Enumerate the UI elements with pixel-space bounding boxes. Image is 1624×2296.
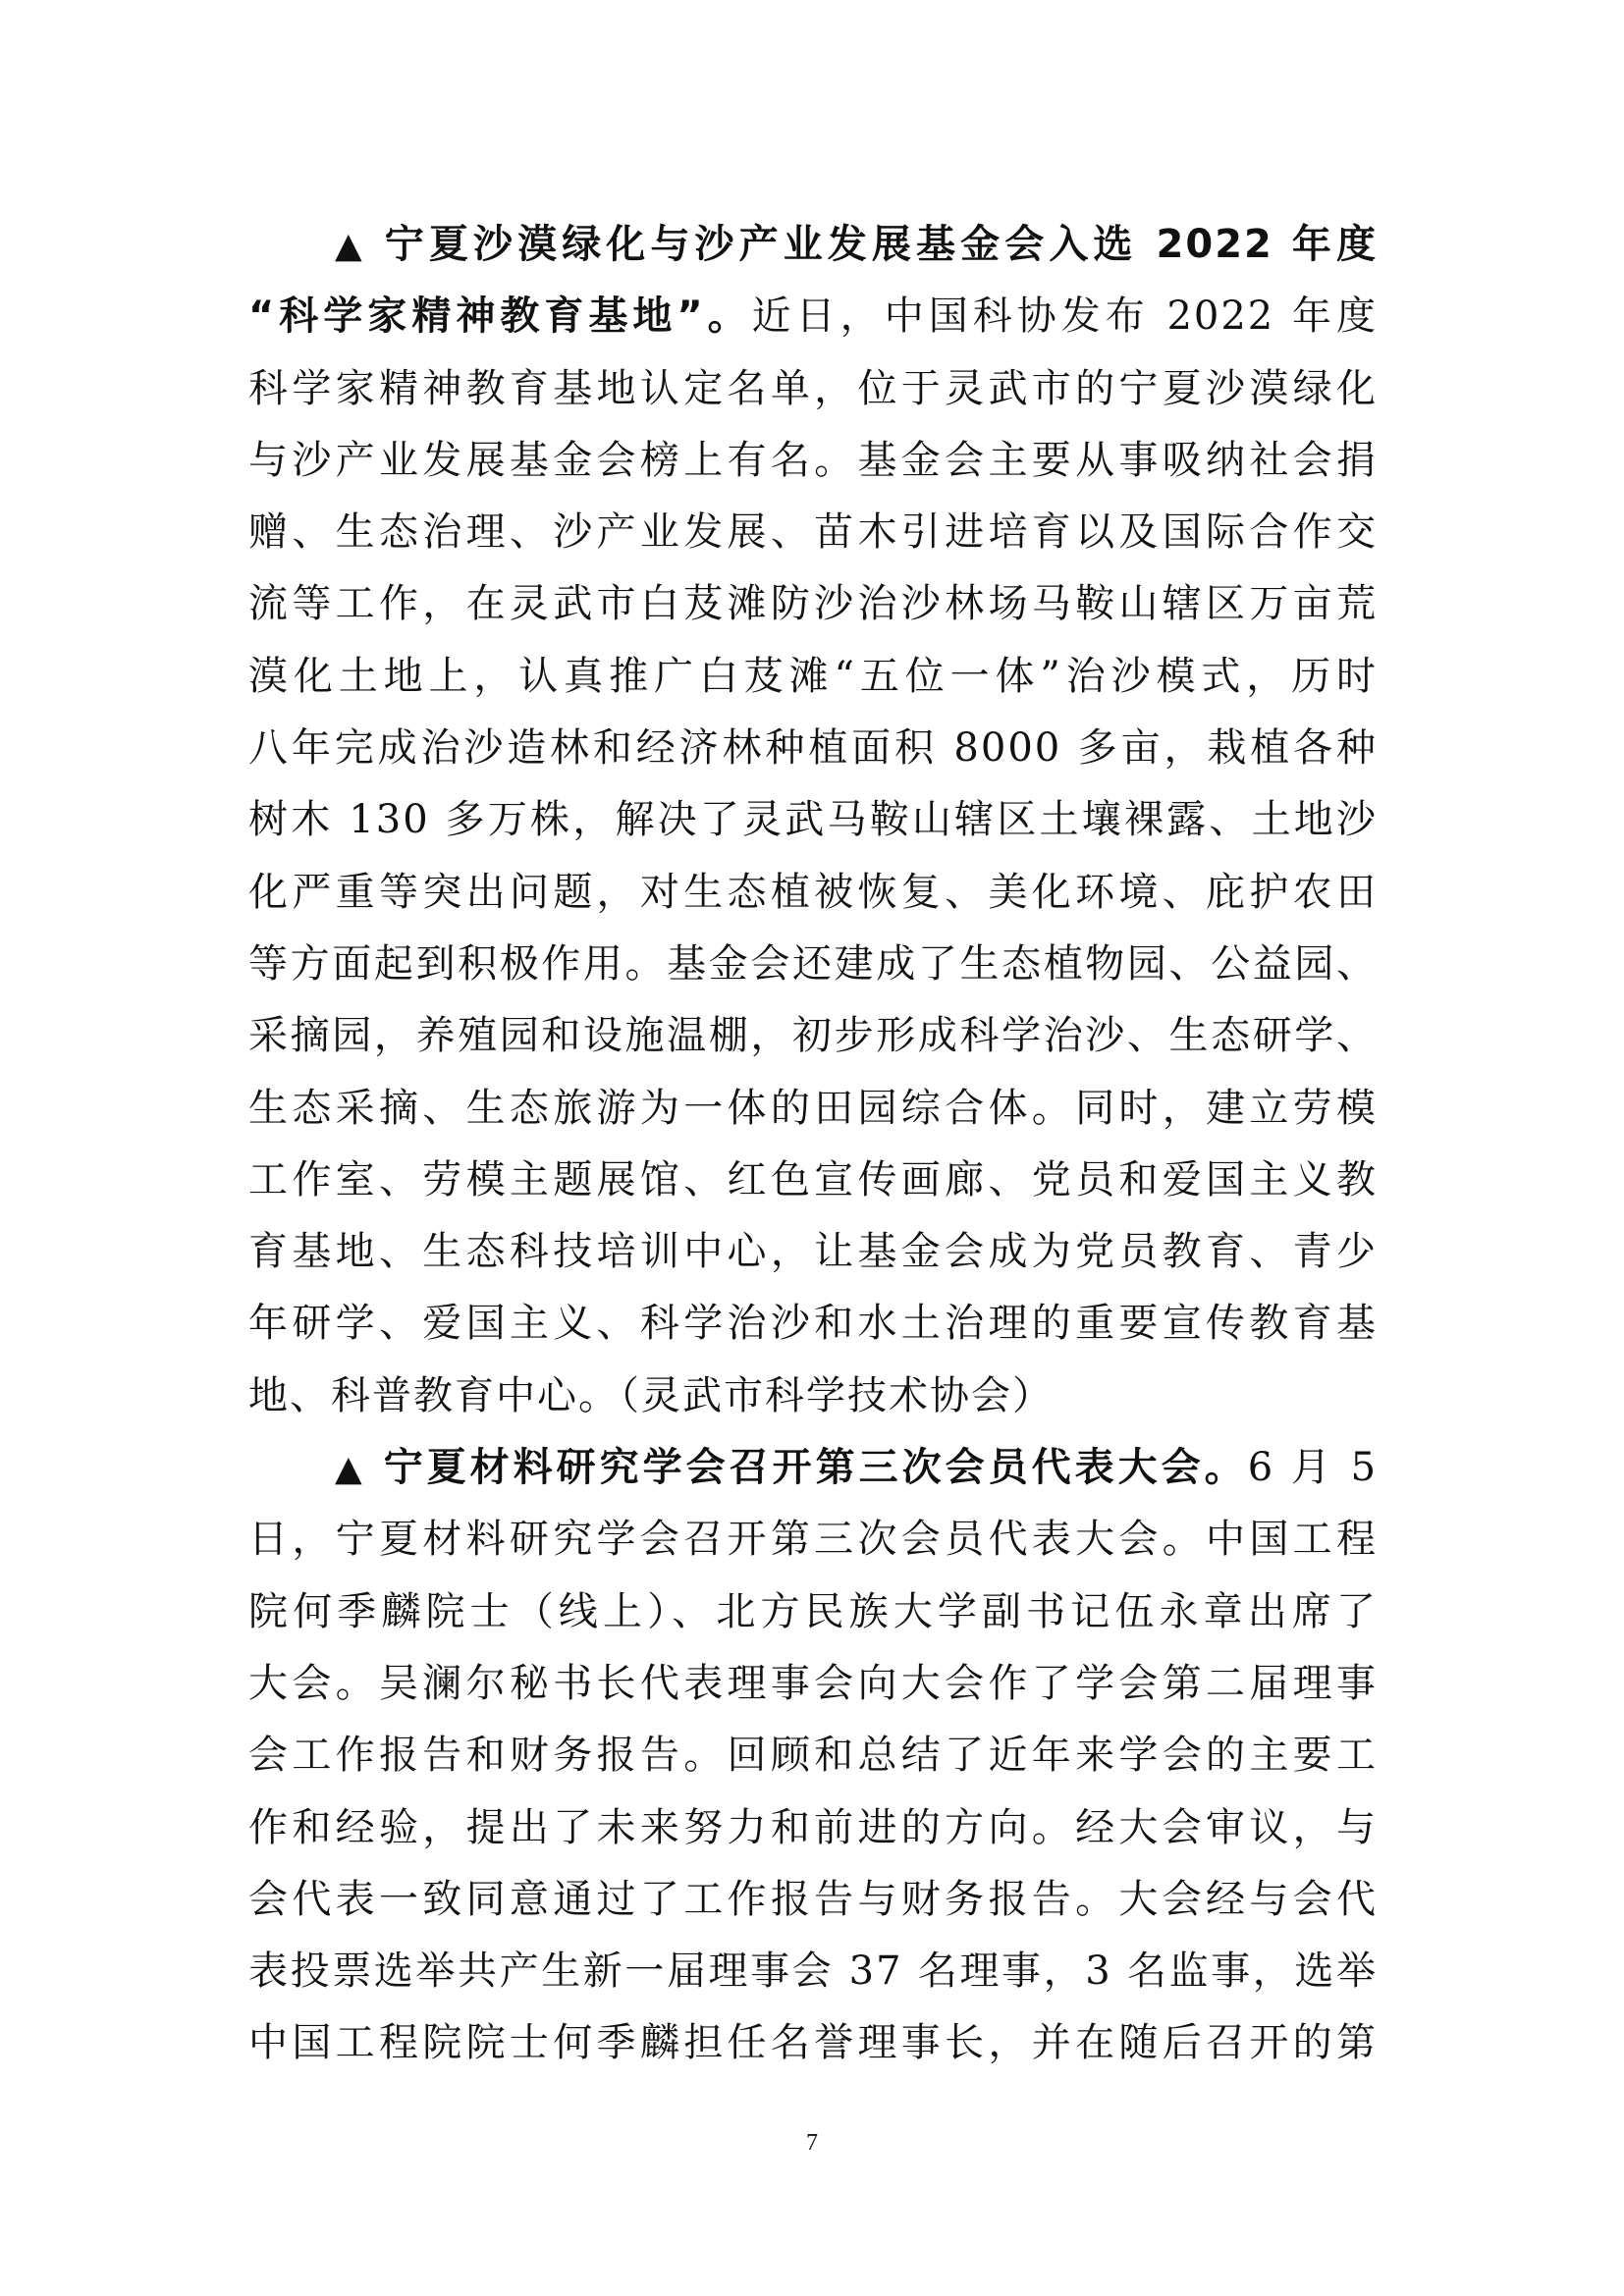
paragraph-line: 院何季麟院士（线上）、北方民族大学副书记伍永章出席了 <box>248 1588 1378 1634</box>
paragraph-line: 八年完成治沙造林和经济林种植面积 8000 多亩，栽植各种 <box>248 725 1378 772</box>
paragraph-line: 日，宁夏材料研究学会召开第三次会员代表大会。中国工程 <box>248 1517 1378 1563</box>
paragraph-line: 中国工程院院士何季麟担任名誉理事长，并在随后召开的第 <box>248 2020 1378 2066</box>
article-1-title: 宁夏沙漠绿化与沙产业发展基金会入选 2022 年度 <box>384 222 1378 267</box>
paragraph-line: 树木 130 多万株，解决了灵武马鞍山辖区土壤裸露、土地沙 <box>248 797 1378 843</box>
paragraph-line: 生态采摘、生态旅游为一体的田园综合体。同时，建立劳模 <box>248 1085 1378 1131</box>
body-text <box>248 209 1378 2080</box>
paragraph-line: 科学家精神教育基地认定名单，位于灵武市的宁夏沙漠绿化 <box>248 365 1378 411</box>
paragraph-line: 育基地、生态科技培训中心，让基金会成为党员教育、青少 <box>248 1229 1378 1275</box>
article-1-title-cont: “科学家精神教育基地”。 <box>248 294 752 340</box>
article-1-heading-line-2 <box>248 281 1378 352</box>
paragraph-line: 流等工作，在灵武市白芨滩防沙治沙林场马鞍山辖区万亩荒 <box>248 581 1378 627</box>
paragraph-line: 工作室、劳模主题展馆、红色宣传画廊、党员和爱国主义教 <box>248 1156 1378 1202</box>
triangle-bullet-icon: ▲ <box>335 226 367 266</box>
paragraph-line: 等方面起到积极作用。基金会还建成了生态植物园、公益园、 <box>248 940 1378 987</box>
article-2-body-start: 6 月 5 <box>1247 1445 1379 1491</box>
article-2-title: 宁夏材料研究学会召开第三次会员代表大会。 <box>383 1445 1248 1491</box>
triangle-bullet-icon: ▲ <box>335 1449 366 1490</box>
page-number: 7 <box>806 2130 818 2156</box>
paragraph-line: 大会。吴澜尔秘书长代表理事会向大会作了学会第二届理事 <box>248 1660 1378 1706</box>
paragraph-line: 采摘园，养殖园和设施温棚，初步形成科学治沙、生态研学、 <box>248 1013 1378 1059</box>
article-1-heading-line-1 <box>248 209 1378 281</box>
article-1-body-start: 近日，中国科协发布 2022 年度 <box>751 294 1378 340</box>
article-2-heading-line <box>248 1432 1378 1504</box>
paragraph-line: 漠化土地上，认真推广白芨滩“五位一体”治沙模式，历时 <box>248 653 1378 699</box>
paragraph-line: 与沙产业发展基金会榜上有名。基金会主要从事吸纳社会捐 <box>248 437 1378 483</box>
paragraph-line: 化严重等突出问题，对生态植被恢复、美化环境、庇护农田 <box>248 869 1378 915</box>
paragraph-line: 会工作报告和财务报告。回顾和总结了近年来学会的主要工 <box>248 1733 1378 1779</box>
paragraph-line: 年研学、爱国主义、科学治沙和水土治理的重要宣传教育基 <box>248 1301 1378 1347</box>
paragraph-line: 作和经验，提出了未来努力和前进的方向。经大会审议，与 <box>248 1804 1378 1850</box>
paragraph-line: 表投票选举共产生新一届理事会 37 名理事，3 名监事，选举 <box>248 1949 1378 1995</box>
paragraph-line-source: 地、科普教育中心。（灵武市科学技术协会） <box>248 1372 1054 1418</box>
paragraph-line: 赠、生态治理、沙产业发展、苗木引进培育以及国际合作交 <box>248 509 1378 556</box>
paragraph-line: 会代表一致同意通过了工作报告与财务报告。大会经与会代 <box>248 1876 1378 1922</box>
